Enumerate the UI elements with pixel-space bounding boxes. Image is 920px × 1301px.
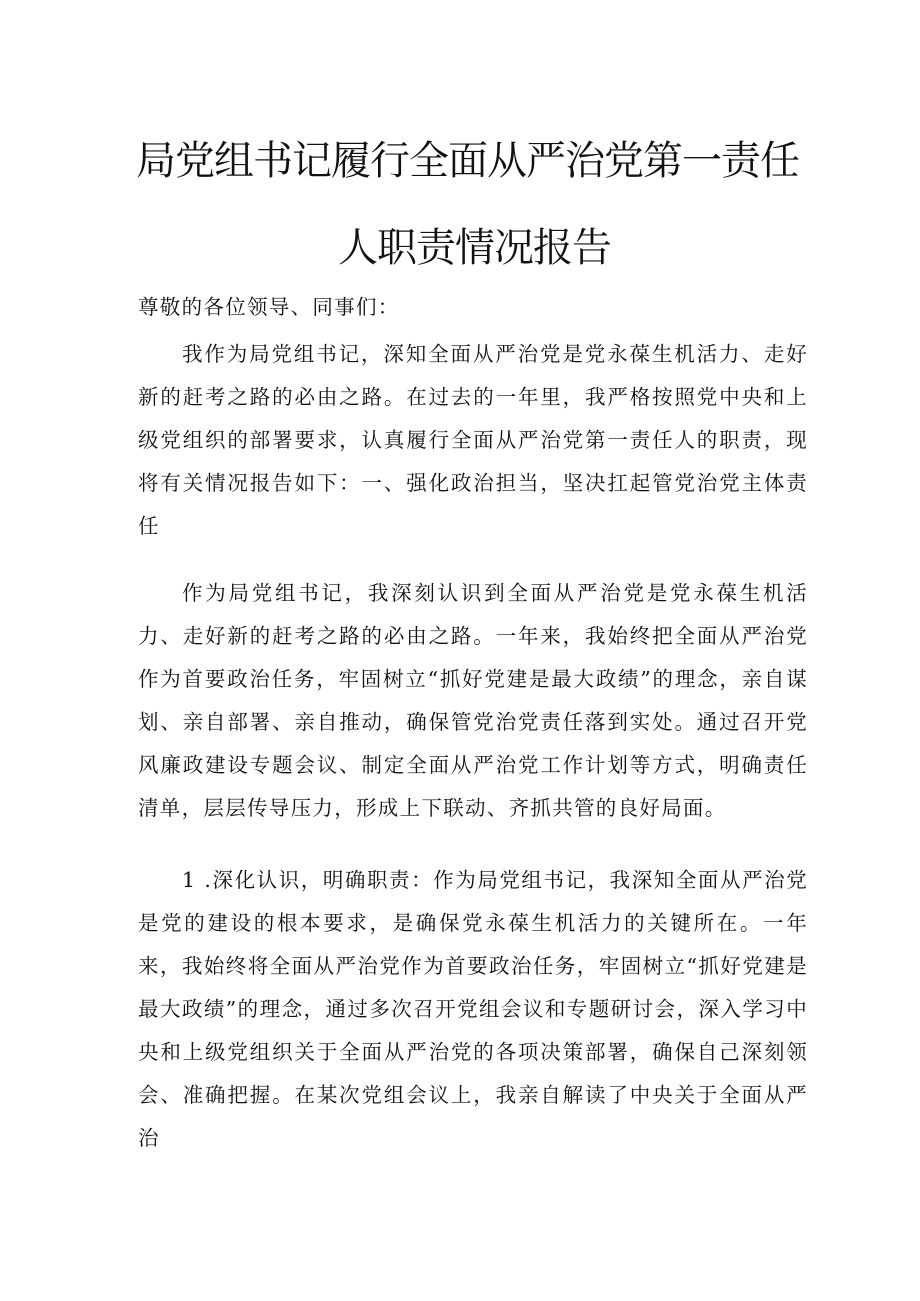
paragraph-deepen-understanding: 1 .深化认识，明确职责：作为局党组书记，我深知全面从严治党是党的建设的根本要求，是确保党永葆生机活力的关键所在。一年来，我始终将全面从严治党作为首要政治任务，牢固树立“抓好党建是最大政绩”的理念，通过多次召开党组会议和专题研讨会，深入学习中央和上级党组织关于全面从严治党的各项决策部署，确保自己深刻领会、准确把握。在某次党组会议上，我亲自解读了中央关于全面从严治 [138, 868, 808, 1150]
document-title-line-2: 人职责情况报告 [338, 225, 611, 271]
document-title-line-1: 局党组书记履行全面从严治党第一责任 [136, 138, 799, 184]
paragraph-intro: 我作为局党组书记，深知全面从严治党是党永葆生机活力、走好新的赶考之路的必由之路。在过去的一年里，我严格按照党中央和上级党组织的部署要求，认真履行全面从严治党第一责任人的职责，现将有关情况报告如下：一、强化政治担当，坚决扛起管党治党主体责任 [138, 342, 808, 538]
salutation: 尊敬的各位领导、同事们： [138, 295, 400, 319]
paragraph-political-responsibility: 作为局党组书记，我深刻认识到全面从严治党是党永葆生机活力、走好新的赶考之路的必由之路。一年来，我始终把全面从严治党作为首要政治任务，牢固树立“抓好党建是最大政绩”的理念，亲自谋划、亲自部署、亲自推动，确保管党治党责任落到实处。通过召开党风廉政建设专题会议、制定全面从严治党工作计划等方式，明确责任清单，层层传导压力，形成上下联动、齐抓共管的良好局面。 [138, 581, 808, 820]
